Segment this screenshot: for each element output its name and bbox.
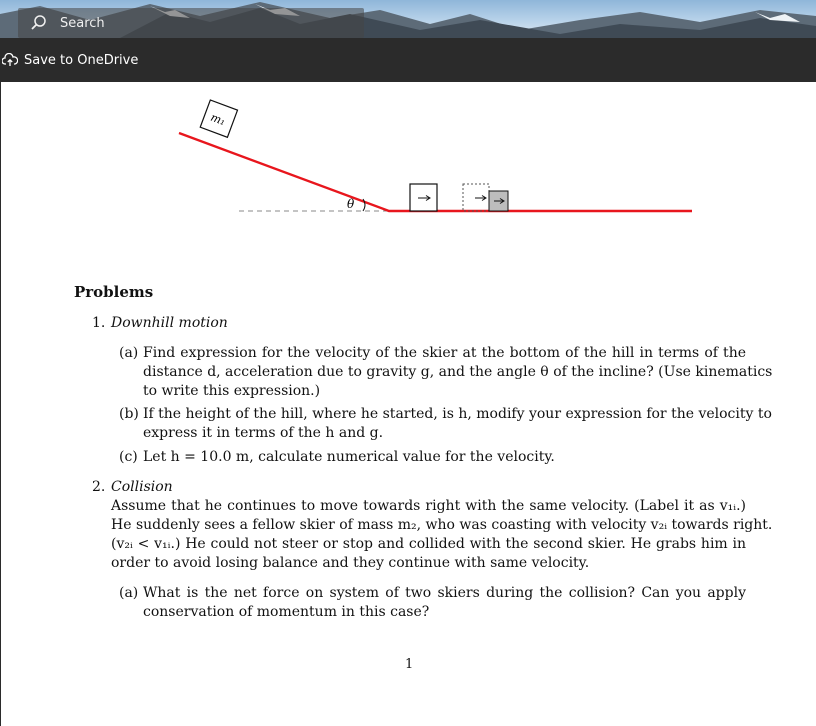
- page-number: 1: [405, 657, 414, 672]
- part-1b-line-1: If the height of the hill, where he started, is h, modify your expression for the velocity to: [143, 406, 772, 422]
- search-label: Search: [60, 16, 105, 31]
- problem-1-number: 1.: [92, 315, 106, 331]
- part-1a-line-2: distance d, acceleration due to gravity g, and the angle θ of the incline? (Use kinematics: [143, 364, 773, 380]
- incline-figure: [1, 82, 816, 252]
- part-1a-tag: (a): [119, 345, 139, 361]
- problem-2-number: 2.: [92, 479, 106, 495]
- toolbar: [0, 38, 816, 82]
- problem-2-title: Collision: [111, 479, 173, 495]
- problem-2-line-4: order to avoid losing balance and they continue with same velocity.: [111, 555, 590, 571]
- part-1a-line-1: Find expression for the velocity of the skier at the bottom of the hill in terms of the: [143, 345, 746, 361]
- title-bar: [0, 0, 816, 38]
- second-skier-block: [463, 184, 508, 211]
- part-2a-line-1: What is the net force on system of two skiers during the collision? Can you apply: [143, 585, 746, 601]
- problem-2-line-3: (v₂ᵢ < v₁ᵢ.) He could not steer or stop and collided with the second skier. He grabs him in: [111, 536, 746, 552]
- skier-block: [410, 184, 437, 211]
- angle-label: θ: [347, 197, 355, 211]
- search-box[interactable]: [18, 8, 364, 38]
- problem-2-line-1: Assume that he continues to move towards right with the same velocity. (Label it as v₁ᵢ.): [111, 498, 746, 514]
- mass-block: [200, 100, 237, 137]
- save-to-onedrive-button[interactable]: [0, 50, 138, 70]
- part-1c-tag: (c): [119, 449, 138, 465]
- part-1a-line-3: to write this expression.): [143, 383, 321, 399]
- save-to-onedrive-label: Save to OneDrive: [24, 52, 139, 68]
- problem-2-line-2: He suddenly sees a fellow skier of mass m₂, who was coasting with velocity v₂ᵢ towards right.: [111, 517, 773, 533]
- cloud-upload-icon: [2, 53, 18, 67]
- part-2a-line-2: conservation of momentum in this case?: [143, 604, 430, 620]
- document-page: [1, 82, 816, 726]
- mass-label: m₁: [208, 110, 228, 129]
- part-1c-line-1: Let h = 10.0 m, calculate numerical value for the velocity.: [143, 449, 555, 465]
- part-2a-tag: (a): [119, 585, 139, 601]
- part-1b-tag: (b): [119, 406, 139, 422]
- problem-1-title: Downhill motion: [111, 315, 228, 331]
- part-1b-line-2: express it in terms of the h and g.: [143, 425, 384, 441]
- problems-heading: Problems: [74, 283, 154, 301]
